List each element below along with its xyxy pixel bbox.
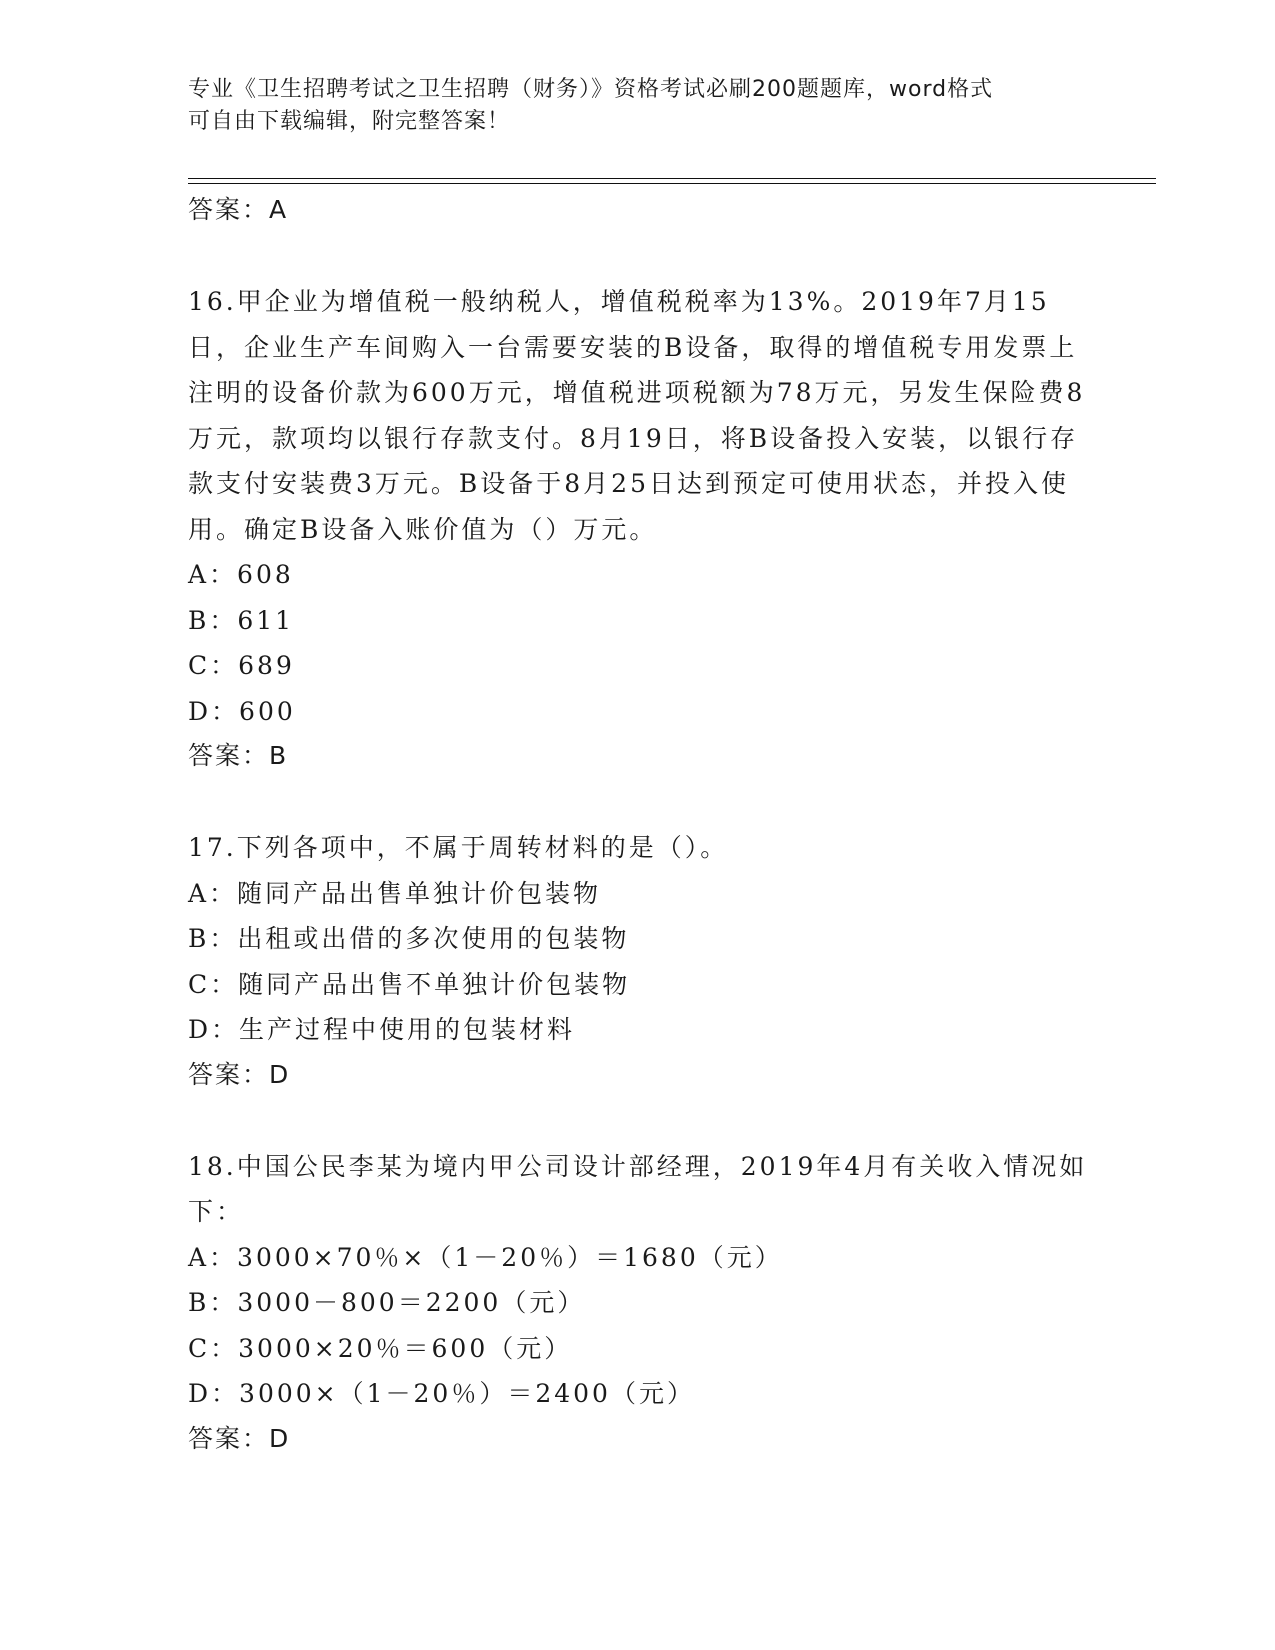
option-d: D：600 [188, 696, 296, 726]
question-text [188, 279, 1088, 552]
header-rule-top [188, 178, 1156, 179]
option-b: B：611 [188, 605, 295, 635]
answer-label: 答案：D [188, 1059, 291, 1089]
header-rule-bottom [188, 183, 1156, 184]
question-text [188, 825, 1088, 871]
option-c: C：3000×20％＝600（元） [188, 1333, 573, 1363]
option-a: A：3000×70％×（1－20％）＝1680（元） [188, 1242, 783, 1272]
option-b: B：出租或出借的多次使用的包装物 [188, 924, 630, 953]
option-c: C：689 [188, 651, 295, 680]
option-c: C：随同产品出售不单独计价包装物 [188, 969, 631, 999]
previous-answer: 答案：A [188, 195, 289, 224]
question-number: 17. [188, 833, 237, 862]
option-a: A：随同产品出售单独计价包装物 [188, 878, 602, 908]
document-header [188, 74, 1068, 138]
option-a: A：608 [188, 560, 294, 589]
answer-label: 答案：B [188, 741, 289, 770]
option-d: D：3000×（1－20％）＝2400（元） [188, 1379, 695, 1408]
question-block [188, 1144, 1088, 1461]
question-number: 16. [188, 287, 237, 316]
answer-label: 答案：D [188, 1423, 291, 1453]
question-text [188, 1144, 1088, 1235]
option-b: B：3000－800＝2200（元） [188, 1288, 586, 1317]
question-body: 甲企业为增值税一般纳税人，增值税税率为13%。2019年7月15日，企业生产车间购入一台需要安装的B设备，取得的增值税专用发票上注明的设备价款为600万元，增值税进项税额为78万元，另发生保险费8万元，款项均以银行存款支付。8月19日，将B设备投入安装，以银行存款支付安装费3万元。B设备于8月25日达到预定可使用状态，并投入使用。确定B设备入账价值为（）万元。 [188, 287, 1086, 544]
header-line-2: 可自由下载编辑，附完整答案！ [188, 109, 511, 134]
spacer [188, 1097, 1088, 1144]
question-number: 18. [188, 1151, 237, 1181]
question-block [188, 279, 1088, 778]
option-d: D：生产过程中使用的包装材料 [188, 1015, 576, 1044]
spacer [188, 232, 1088, 279]
spacer [188, 778, 1088, 825]
question-body: 下列各项中，不属于周转材料的是（）。 [236, 833, 729, 862]
header-line-1: 专业《卫生招聘考试之卫生招聘（财务）》资格考试必刷200题题库，word格式 [188, 77, 994, 102]
question-block [188, 825, 1088, 1097]
question-body: 中国公民李某为境内甲公司设计部经理，2019年4月有关收入情况如下： [188, 1151, 1088, 1226]
question-content [188, 188, 1088, 1461]
